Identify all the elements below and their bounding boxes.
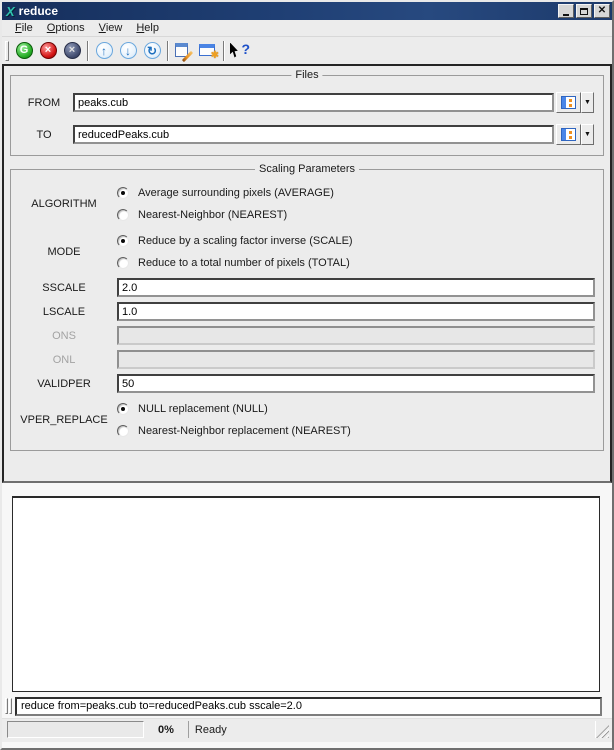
from-dropdown-button[interactable] [581, 92, 594, 113]
sscale-label: SSCALE [42, 281, 86, 294]
close-button[interactable] [594, 4, 610, 18]
mode-option-scale[interactable] [117, 230, 595, 252]
stop-icon: × [40, 42, 57, 59]
tool-bar [2, 37, 612, 64]
file-browse-icon [561, 96, 576, 109]
command-line-bar [2, 694, 612, 718]
menu-file[interactable]: File [15, 22, 33, 34]
close-icon: ✕ [597, 5, 607, 16]
menu-help[interactable]: Help [136, 22, 159, 34]
whats-this-icon: ? [230, 42, 250, 60]
validper-input[interactable] [117, 374, 595, 393]
history-down-button[interactable] [116, 39, 140, 63]
mode-label: MODE [47, 246, 81, 258]
vper-replace-label: VPER_REPLACE [20, 414, 108, 426]
from-label: FROM [27, 96, 61, 109]
run-icon: G [16, 42, 33, 59]
scaling-group-title: Scaling Parameters [255, 163, 359, 175]
ons-label: ONS [52, 329, 76, 342]
run-button[interactable] [12, 39, 36, 63]
status-message: Ready [188, 721, 596, 738]
settings-button[interactable] [196, 39, 220, 63]
progress-percent: 0% [158, 723, 174, 736]
validper-label: VALIDPER [37, 377, 91, 390]
title-bar[interactable] [2, 2, 612, 20]
vper-option-null[interactable] [117, 398, 595, 420]
history-up-button[interactable] [92, 39, 116, 63]
maximize-button[interactable] [576, 4, 592, 18]
radio-label: Reduce to a total number of pixels (TOTAL) [138, 257, 350, 269]
vper-replace-field [11, 398, 595, 442]
minimize-icon [563, 14, 569, 16]
ons-field [11, 326, 595, 345]
resize-grip[interactable] [596, 725, 609, 738]
chevron-down-icon: ▼ [584, 131, 591, 138]
up-arrow-icon: ↑ [96, 42, 113, 59]
down-arrow-icon: ↓ [120, 42, 137, 59]
radio-label: Nearest-Neighbor (NEAREST) [138, 209, 288, 221]
toolbar-drag-handle[interactable] [5, 41, 9, 61]
command-bar-drag-handle[interactable] [5, 698, 12, 714]
maximize-icon [580, 8, 588, 15]
minimize-button[interactable] [558, 4, 574, 18]
radio-label: NULL replacement (NULL) [138, 403, 268, 415]
algorithm-field [11, 182, 595, 226]
to-input[interactable] [73, 125, 554, 144]
files-group [10, 69, 604, 156]
chevron-down-icon: ▼ [584, 99, 591, 106]
menu-bar [2, 20, 612, 37]
vper-option-nearest[interactable] [117, 420, 595, 442]
menu-options[interactable]: Options [46, 22, 85, 34]
algorithm-label: ALGORITHM [31, 198, 97, 210]
lower-pane [2, 483, 612, 748]
files-group-title: Files [291, 69, 322, 81]
mode-option-total[interactable] [117, 252, 595, 274]
log-output-area[interactable] [12, 496, 600, 692]
validper-field [11, 374, 595, 393]
reset-button[interactable] [140, 39, 164, 63]
parameter-form-area [2, 64, 612, 483]
edit-log-button[interactable] [172, 39, 196, 63]
radio-icon[interactable] [117, 209, 129, 221]
status-bar [2, 718, 612, 742]
radio-label: Average surrounding pixels (AVERAGE) [138, 187, 334, 199]
settings-window-icon: ✱ [199, 43, 217, 59]
from-browse-button[interactable] [556, 92, 581, 113]
x11-logo-icon: X [6, 3, 15, 19]
ons-input [117, 326, 595, 345]
onl-field [11, 350, 595, 369]
to-dropdown-button[interactable] [581, 124, 594, 145]
onl-input [117, 350, 595, 369]
menu-view[interactable]: View [98, 22, 123, 34]
radio-icon[interactable] [117, 257, 129, 269]
from-input[interactable] [73, 93, 554, 112]
toolbar-separator [223, 41, 225, 61]
window-title: reduce [18, 4, 59, 18]
radio-icon[interactable] [117, 425, 129, 437]
file-browse-icon [561, 128, 576, 141]
abort-button-disabled [60, 39, 84, 63]
radio-icon[interactable] [117, 235, 129, 247]
refresh-icon: ↻ [144, 42, 161, 59]
whats-this-button[interactable] [228, 39, 252, 63]
abort-icon: × [64, 42, 81, 59]
lscale-label: LSCALE [42, 305, 86, 318]
lscale-input[interactable] [117, 302, 595, 321]
radio-icon[interactable] [117, 403, 129, 415]
toolbar-separator [167, 41, 169, 61]
radio-label: Nearest-Neighbor replacement (NEAREST) [138, 425, 351, 437]
lscale-field [11, 302, 595, 321]
radio-label: Reduce by a scaling factor inverse (SCALE) [138, 235, 353, 247]
toolbar-separator [87, 41, 89, 61]
command-line-input[interactable] [15, 697, 602, 716]
scaling-parameters-group [10, 163, 604, 451]
to-label: TO [36, 128, 52, 141]
stop-button[interactable] [36, 39, 60, 63]
sscale-field [11, 278, 595, 297]
radio-icon[interactable] [117, 187, 129, 199]
to-browse-button[interactable] [556, 124, 581, 145]
algorithm-option-average[interactable] [117, 182, 595, 204]
sscale-input[interactable] [117, 278, 595, 297]
progress-bar [7, 721, 144, 738]
edit-log-icon [175, 42, 193, 60]
mode-field [11, 230, 595, 274]
algorithm-option-nearest[interactable] [117, 204, 595, 226]
onl-label: ONL [52, 353, 76, 366]
